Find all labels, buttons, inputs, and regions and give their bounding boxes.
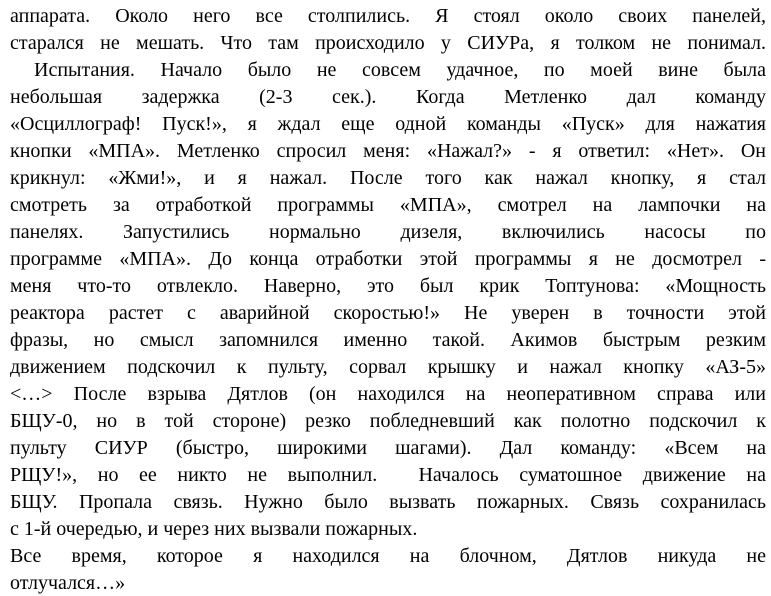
text-line: с 1-й очередью, и через них вызвали пожарных. [10, 518, 418, 540]
text-line: РЩУ!», но ее никто не выполнил. Началось суматошное движение на [10, 464, 766, 486]
text-line: БЩУ-0, но в той стороне) резко побледневший как полотно подскочил к [10, 410, 766, 432]
text-line: <…> После взрыва Дятлов (он находился на неоперативном справа или [10, 383, 766, 405]
text-line: панелях. Запустились нормально дизеля, включились насосы по [10, 221, 766, 243]
text-line: БЩУ. Пропала связь. Нужно было вызвать пожарных. Связь сохранилась [10, 491, 766, 513]
text-line: Испытания. Начало было не совсем удачное, по моей вине была [34, 59, 766, 81]
text-line: кнопки «МПА». Метленко спросил меня: «Нажал?» - я ответил: «Нет». Он [10, 140, 766, 162]
text-line: движением подскочил к пульту, сорвал крышку и нажал кнопку «АЗ-5» [10, 356, 766, 378]
text-line: крикнул: «Жми!», и я нажал. После того как нажал кнопку, я стал [10, 167, 766, 189]
text-line: отлучался…» [10, 572, 126, 594]
text-line: небольшая задержка (2-3 сек.). Когда Метленко дал команду [10, 86, 766, 108]
text-line: Все время, которое я находился на блочном, Дятлов никуда не [10, 545, 766, 567]
text-line: «Осциллограф! Пуск!», я ждал еще одной команды «Пуск» для нажатия [10, 113, 766, 135]
text-line: меня что-то отвлекло. Наверно, это был крик Топтунова: «Мощность [10, 275, 766, 297]
text-line: смотреть за отработкой программы «МПА», смотрел на лампочки на [10, 194, 766, 216]
text-line: фразы, но смысл запомнился именно такой. Акимов быстрым резким [10, 329, 766, 351]
text-line: старался не мешать. Что там происходило у СИУРа, я толком не понимал. [10, 32, 766, 54]
text-line: пульту СИУР (быстро, широкими шагами). Дал команду: «Всем на [10, 437, 766, 459]
text-line: программе «МПА». До конца отработки этой программы я не досмотрел - [10, 248, 766, 270]
text-line: реактора растет с аварийной скоростью!» Не уверен в точности этой [10, 302, 766, 324]
text-line: аппарата. Около него все столпились. Я стоял около своих панелей, [10, 5, 766, 27]
